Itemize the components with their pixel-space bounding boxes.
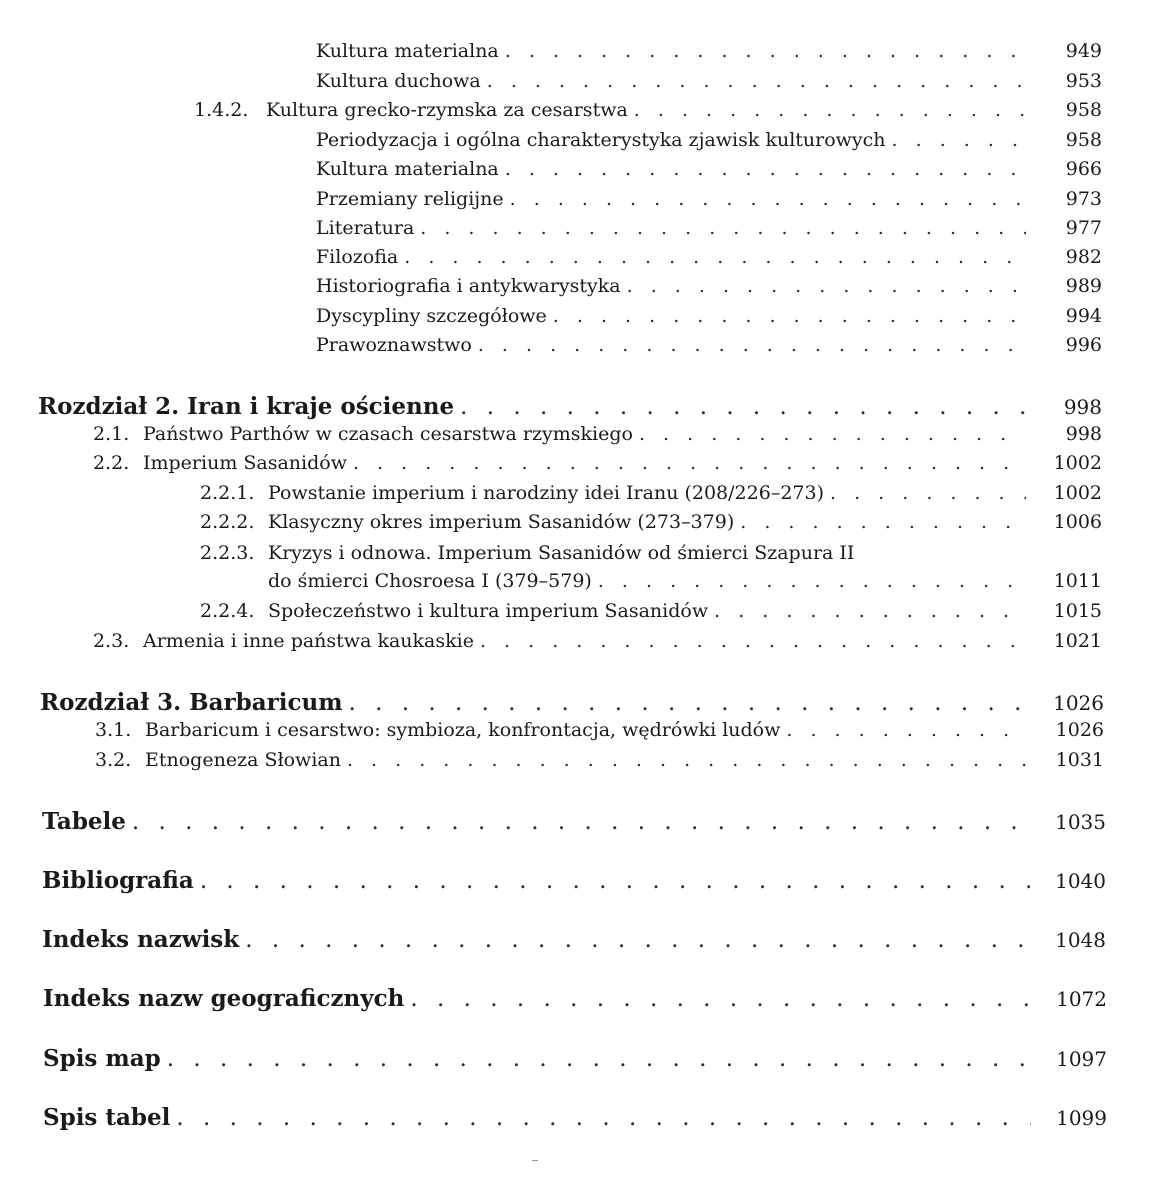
back-matter-page: 1035 bbox=[1055, 810, 1106, 834]
toc-entry-title: Państwo Parthów w czasach cesarstwa rzymskiego bbox=[143, 423, 633, 445]
toc-entry-page: 1006 bbox=[1053, 511, 1102, 533]
back-matter-page: 1040 bbox=[1055, 869, 1106, 893]
toc-entry-title: Armenia i inne państwa kaukaskie bbox=[143, 630, 474, 652]
dot-leader bbox=[740, 511, 1026, 533]
toc-entry-number: 2.2.1. bbox=[200, 482, 255, 504]
chapter-page: 998 bbox=[1063, 395, 1102, 419]
toc-entry-number: 3.1. bbox=[95, 719, 132, 741]
toc-entry bbox=[316, 40, 1102, 62]
dot-leader bbox=[714, 600, 1026, 622]
back-matter-entry bbox=[43, 985, 1107, 1012]
back-matter-title: Indeks nazw geograficznych bbox=[43, 985, 405, 1012]
toc-entry-line2 bbox=[268, 570, 1102, 592]
toc-entry-page: 994 bbox=[1065, 305, 1102, 327]
toc-entry bbox=[93, 630, 1102, 652]
dot-leader bbox=[892, 129, 1026, 151]
toc-entry-title: Przemiany religijne bbox=[316, 188, 504, 210]
toc-entry-title: Powstanie imperium i narodziny idei Iranu (208/226–273) bbox=[268, 482, 824, 504]
dot-leader bbox=[487, 70, 1026, 92]
toc-entry-page: 1002 bbox=[1053, 452, 1102, 474]
toc-entry-title: Historiografia i antykwarystyka bbox=[316, 275, 621, 297]
toc-entry-page: 958 bbox=[1065, 99, 1102, 121]
dot-leader bbox=[167, 1046, 1031, 1072]
toc-entry-page: 953 bbox=[1065, 70, 1102, 92]
toc-entry-title: Periodyzacja i ogólna charakterystyka zjawisk kulturowych bbox=[316, 129, 886, 151]
toc-entry-number: 2.2. bbox=[93, 452, 130, 474]
toc-entry-page: 996 bbox=[1065, 334, 1102, 356]
toc-entry-title: Dyscypliny szczegółowe bbox=[316, 305, 547, 327]
toc-entry-title: Społeczeństwo i kultura imperium Sasanidów bbox=[268, 600, 709, 622]
back-matter-page: 1097 bbox=[1056, 1047, 1107, 1071]
toc-entry bbox=[316, 158, 1102, 180]
dot-leader bbox=[420, 217, 1026, 239]
toc-entry-page: 973 bbox=[1065, 188, 1102, 210]
toc-entry-page: 1011 bbox=[1053, 570, 1102, 592]
toc-entry-page: 982 bbox=[1065, 246, 1102, 268]
toc-entry-line1 bbox=[200, 542, 1102, 564]
toc-entry bbox=[316, 129, 1102, 151]
dot-leader bbox=[505, 40, 1026, 62]
toc-entry bbox=[200, 511, 1102, 533]
dot-leader bbox=[404, 246, 1026, 268]
dot-leader bbox=[349, 690, 1028, 716]
back-matter-title: Tabele bbox=[42, 808, 126, 835]
back-matter-title: Spis tabel bbox=[43, 1104, 171, 1131]
back-matter-entry bbox=[42, 867, 1106, 894]
toc-entry-title: Kultura materialna bbox=[316, 40, 499, 62]
dot-leader bbox=[347, 749, 1028, 771]
toc-entry-page: 1026 bbox=[1055, 719, 1104, 741]
dot-leader bbox=[634, 99, 1026, 121]
back-matter-entry bbox=[42, 808, 1106, 835]
dot-leader bbox=[478, 334, 1026, 356]
toc-entry-page: 1002 bbox=[1053, 482, 1102, 504]
toc-entry bbox=[316, 305, 1102, 327]
toc-entry-title: Barbaricum i cesarstwo: symbioza, konfrontacja, wędrówki ludów bbox=[145, 719, 781, 741]
toc-entry bbox=[93, 452, 1102, 474]
toc-entry-number: 3.2. bbox=[95, 749, 132, 771]
toc-entry-page: 1021 bbox=[1053, 630, 1102, 652]
back-matter-title: Bibliografia bbox=[42, 867, 194, 894]
toc-entry-title-continued: do śmierci Chosroesa I (379–579) bbox=[268, 570, 592, 592]
toc-entry-number: 2.2.4. bbox=[200, 600, 255, 622]
toc-entry bbox=[194, 99, 1102, 121]
toc-entry bbox=[200, 482, 1102, 504]
back-matter-title: Spis map bbox=[43, 1045, 161, 1072]
toc-entry-title: Kryzys i odnowa. Imperium Sasanidów od śmierci Szapura II bbox=[268, 542, 855, 564]
back-matter-page: 1072 bbox=[1056, 987, 1107, 1011]
toc-entry-title: Kultura grecko-rzymska za cesarstwa bbox=[266, 99, 628, 121]
chapter-title: Rozdział 3. Barbaricum bbox=[40, 689, 343, 716]
dot-leader bbox=[200, 868, 1030, 894]
back-matter-entry bbox=[43, 1045, 1107, 1072]
toc-entry-number: 1.4.2. bbox=[194, 99, 249, 121]
toc-entry-number: 2.3. bbox=[93, 630, 130, 652]
toc-entry-page: 1015 bbox=[1053, 600, 1102, 622]
toc-entry-title: Imperium Sasanidów bbox=[143, 452, 347, 474]
dot-leader bbox=[132, 809, 1030, 835]
back-matter-title: Indeks nazwisk bbox=[42, 926, 240, 953]
back-matter-entry bbox=[43, 1104, 1107, 1131]
toc-entry bbox=[95, 719, 1104, 741]
chapter-title: Rozdział 2. Iran i kraje ościenne bbox=[38, 393, 455, 420]
dot-leader bbox=[627, 275, 1026, 297]
toc-entry bbox=[316, 246, 1102, 268]
chapter-heading bbox=[40, 689, 1104, 716]
toc-entry bbox=[316, 334, 1102, 356]
toc-entry-number: 2.1. bbox=[93, 423, 130, 445]
dot-leader bbox=[786, 719, 1028, 741]
dot-leader bbox=[410, 986, 1031, 1012]
toc-entry-title: Kultura materialna bbox=[316, 158, 499, 180]
back-matter-page: 1099 bbox=[1056, 1106, 1107, 1130]
chapter-heading bbox=[38, 393, 1102, 420]
toc-entry bbox=[316, 275, 1102, 297]
toc-entry-page: 998 bbox=[1065, 423, 1102, 445]
toc-entry-number: 2.2.3. bbox=[200, 542, 255, 564]
dot-leader bbox=[553, 305, 1026, 327]
dot-leader bbox=[505, 158, 1026, 180]
toc-entry-number: 2.2.2. bbox=[200, 511, 255, 533]
back-matter-page: 1048 bbox=[1055, 928, 1106, 952]
toc-entry bbox=[316, 70, 1102, 92]
dot-leader bbox=[176, 1105, 1031, 1131]
toc-entry bbox=[200, 600, 1102, 622]
toc-entry-page: 1031 bbox=[1055, 749, 1104, 771]
toc-entry-page: 966 bbox=[1065, 158, 1102, 180]
dot-leader bbox=[639, 423, 1026, 445]
dot-leader bbox=[353, 452, 1026, 474]
toc-entry bbox=[93, 423, 1102, 445]
toc-entry-title: Prawoznawstwo bbox=[316, 334, 472, 356]
toc-entry-page: 989 bbox=[1065, 275, 1102, 297]
back-matter-entry bbox=[42, 926, 1106, 953]
dot-leader bbox=[510, 188, 1026, 210]
dot-leader bbox=[598, 570, 1026, 592]
toc-entry-page: 949 bbox=[1065, 40, 1102, 62]
toc-entry bbox=[316, 217, 1102, 239]
dot-leader bbox=[830, 482, 1026, 504]
toc-entry bbox=[95, 749, 1104, 771]
toc-entry-title: Klasyczny okres imperium Sasanidów (273–379) bbox=[268, 511, 735, 533]
toc-entry-title: Etnogeneza Słowian bbox=[145, 749, 341, 771]
dot-leader bbox=[480, 630, 1026, 652]
toc-entry bbox=[316, 188, 1102, 210]
toc-entry-title: Kultura duchowa bbox=[316, 70, 481, 92]
chapter-page: 1026 bbox=[1053, 691, 1104, 715]
toc-entry-title: Filozofia bbox=[316, 246, 399, 268]
toc-entry-page: 958 bbox=[1065, 129, 1102, 151]
toc-entry-page: 977 bbox=[1065, 217, 1102, 239]
scan-speck bbox=[532, 1160, 538, 1161]
toc-entry-title: Literatura bbox=[316, 217, 415, 239]
dot-leader bbox=[460, 394, 1026, 420]
dot-leader bbox=[245, 927, 1030, 953]
